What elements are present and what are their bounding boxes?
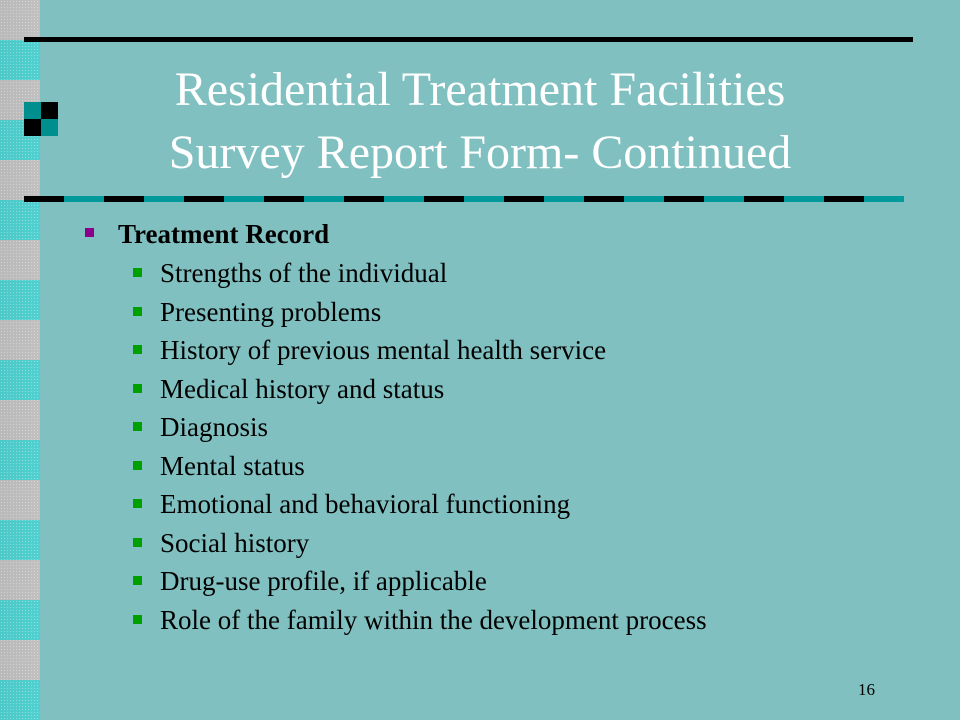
list-item [129,408,920,447]
list-item [129,254,920,293]
slide-body [80,214,920,639]
list-item [129,293,920,332]
list-item [129,562,920,601]
list-item [129,447,920,486]
list-item-text: Social history [160,527,310,558]
list-item-text: Mental status [160,450,305,481]
list-item [129,601,920,640]
square-bullet-icon [133,576,142,585]
square-bullet-icon [133,422,142,431]
list-item-text: Medical history and status [160,373,445,404]
list-item [129,370,920,409]
square-bullet-icon [133,384,142,393]
title-line-1: Residential Treatment Facilities [174,63,786,116]
square-bullet-icon [133,345,142,354]
square-bullet-icon [133,499,142,508]
square-bullet-icon [133,307,142,316]
square-bullet-icon [133,461,142,470]
list-item-text: History of previous mental health service [160,335,607,365]
slide-title [40,58,920,184]
list-item-text: Role of the family within the development process [160,604,707,635]
page-number: 16 [858,680,875,699]
list-item [129,485,920,524]
top-rule [24,37,913,42]
square-bullet-icon [133,538,142,547]
list-item-text: Diagnosis [160,412,268,442]
list-item-text: Strengths of the individual [160,258,448,288]
list-item-text: Drug-use profile, if applicable [160,566,487,596]
square-bullet-icon [85,228,94,237]
square-bullet-icon [133,615,142,624]
section-heading [80,214,920,254]
title-line-2: Survey Report Form- Continued [168,126,792,179]
square-bullet-icon [133,268,142,277]
list-item [129,331,920,370]
list-item-text: Presenting problems [160,296,382,327]
list-item [129,524,920,563]
list-item-text: Emotional and behavioral functioning [160,489,571,519]
title-divider [24,196,904,202]
section-heading-text: Treatment Record [118,219,330,249]
